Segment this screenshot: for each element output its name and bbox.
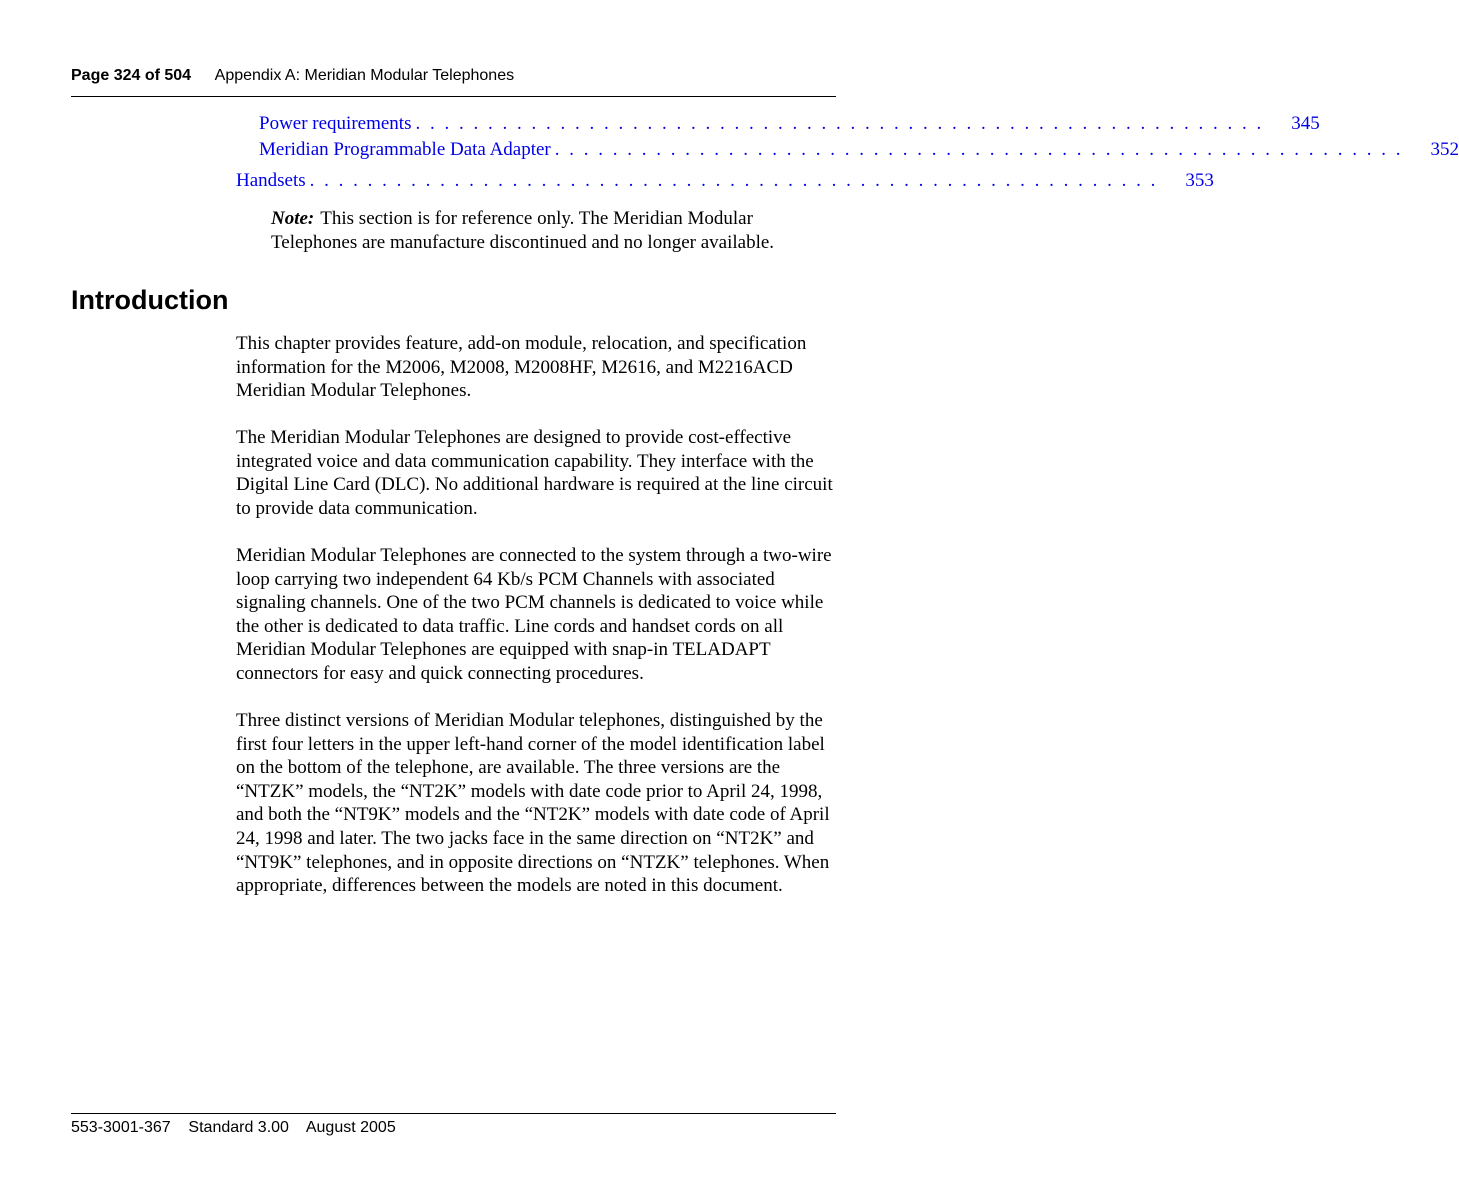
paragraph: This chapter provides feature, add-on module, relocation, and specification information for the M2006, M2008, M2008HF, M2616, and M2216ACD Meridian Modular Telephones. xyxy=(236,333,807,402)
toc-leader-dots: . . . . . . . . . . . . . . . . . . . . . . . . . . . . . . . . . . . . . . . . . . . . . . . . . . . . . . . . . . . xyxy=(554,139,1404,160)
note-label: Note: xyxy=(271,208,315,229)
footer-rule xyxy=(71,1113,836,1114)
header-rule xyxy=(71,96,836,97)
toc-entry-title: Power requirements xyxy=(259,113,412,134)
toc-entry-title: Handsets xyxy=(236,170,306,191)
section-heading: Introduction xyxy=(71,285,229,315)
note-block xyxy=(271,207,811,254)
paragraph: Three distinct versions of Meridian Modular telephones, distinguished by the first four letters in the upper left-hand corner of the model identification label on the bottom of the telephone, are available. The three versions are the “NTZK” models, the “NT2K” models with date code prior to April 24, 1998, and both the “NT9K” models and the “NT2K” models with date code of April 24, 1998 and later. The two jacks face in the same direction on “NT2K” and “NT9K” telephones, and in opposite directions on “NTZK” telephones. When appropriate, differences between the models are noted in this document. xyxy=(236,710,830,897)
page-footer xyxy=(71,1118,396,1138)
page-header xyxy=(71,66,514,86)
toc-entry-page: 352 xyxy=(1430,139,1459,160)
paragraph: Meridian Modular Telephones are connected to the system through a two-wire loop carrying two independent 64 Kb/s PCM Channels with associated signaling channels. One of the two PCM channels is dedicated to voice while the other is dedicated to data traffic. Line cords and handset cords on all Meridian Modular Telephones are equipped with snap-in TELADAPT connectors for easy and quick connecting procedures. xyxy=(236,545,832,684)
standard-version: Standard 3.00 xyxy=(188,1119,289,1136)
publication-date: August 2005 xyxy=(305,1119,396,1136)
doc-number: 553-3001-367 xyxy=(71,1119,171,1136)
toc-leader-dots: . . . . . . . . . . . . . . . . . . . . . . . . . . . . . . . . . . . . . . . . . . . . . . . . . . . . . . . . . . . xyxy=(415,113,1264,134)
toc-entry-handsets[interactable] xyxy=(236,170,1214,192)
toc-entry-power-requirements[interactable] xyxy=(259,113,1320,135)
page-number-label: Page 324 of 504 xyxy=(71,67,192,84)
note-text: This section is for reference only. The Meridian Modular Telephones are manufacture discontinued and no longer available. xyxy=(271,208,775,253)
section-title: Appendix A: Meridian Modular Telephones xyxy=(214,67,515,84)
toc-leader-dots: . . . . . . . . . . . . . . . . . . . . . . . . . . . . . . . . . . . . . . . . . . . . . . . . . . . . . . . . . . . xyxy=(309,170,1158,191)
toc-entry-title: Meridian Programmable Data Adapter xyxy=(259,139,551,160)
toc-entry-page: 353 xyxy=(1185,170,1214,191)
toc-entry-page: 345 xyxy=(1291,113,1320,134)
paragraph: The Meridian Modular Telephones are designed to provide cost-effective integrated voice and data communication capability. They interface with the Digital Line Card (DLC). No additional hardware is required at the line circuit to provide data communication. xyxy=(236,427,833,519)
toc-entry-meridian-programmable-data-adapter[interactable] xyxy=(259,139,1459,161)
